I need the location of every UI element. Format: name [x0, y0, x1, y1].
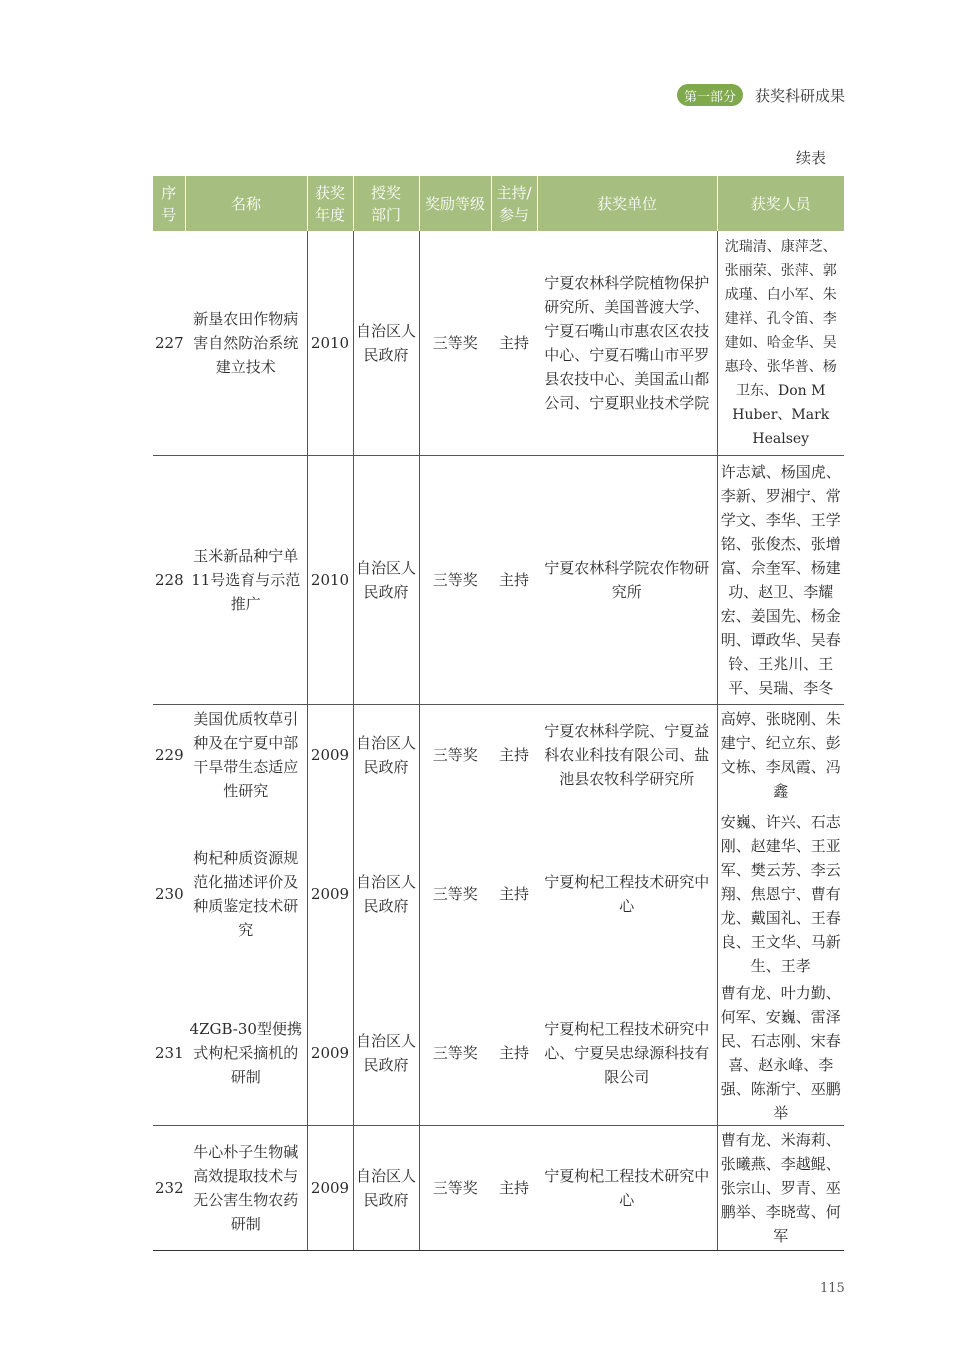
cell-year: 2009: [307, 1126, 353, 1251]
page-number: 115: [820, 1281, 845, 1296]
table-row: [153, 806, 844, 981]
cell-role: 主持: [491, 1126, 537, 1251]
cell-dept: 自治区人民政府: [353, 231, 419, 455]
cell-role: 主持: [498, 746, 529, 765]
cell-role: 主持: [498, 884, 529, 903]
cell-title: 牛心朴子生物碱高效提取技术与无公害生物农药研制: [185, 1126, 307, 1251]
cell-no: 229: [155, 746, 184, 765]
col-header-level: 奖励等级: [419, 176, 491, 231]
cell-level: 三等奖: [419, 806, 491, 981]
cell-year: 2009: [307, 981, 353, 1126]
col-header-people: 获奖人员: [717, 176, 844, 231]
cell-dept: 自治区人民政府: [353, 1126, 419, 1251]
cell-level: 三等奖: [419, 455, 491, 704]
cell-year: 2009: [307, 704, 353, 806]
cell-year: 2010: [307, 231, 353, 455]
cell-role: 主持: [491, 231, 537, 455]
cell-people: 安巍、许兴、石志刚、赵建华、王亚军、樊云芳、李云翔、焦恩宁、曹有龙、戴国礼、王春良、王文华、马新生、王孝: [717, 806, 844, 981]
col-header-dept: 授奖部门: [353, 176, 419, 231]
cell-title: 4ZGB-30型便携式枸杞采摘机的研制: [185, 981, 307, 1126]
cell-unit: 宁夏枸杞工程技术研究中心: [537, 1126, 717, 1251]
col-header-year: 获奖年度: [307, 176, 353, 231]
page-header: [677, 84, 845, 106]
table-row: [153, 455, 844, 704]
cell-no: 230: [155, 884, 184, 903]
cell-role: 主持: [491, 455, 537, 704]
cell-no: 227: [153, 231, 185, 455]
cell-no: 231: [153, 981, 185, 1126]
col-header-unit: 获奖单位: [537, 176, 717, 231]
col-header-no: 序号: [153, 176, 185, 231]
cell-unit: 宁夏农林科学院农作物研究所: [537, 455, 717, 704]
cell-dept: 自治区人民政府: [353, 455, 419, 704]
cell-level: 三等奖: [419, 981, 491, 1126]
table-header-row: [153, 176, 844, 231]
cell-dept: 自治区人民政府: [353, 981, 419, 1126]
cell-people: 许志斌、杨国虎、李新、罗湘宁、常学文、李华、王学铭、张俊杰、张增富、佘奎军、杨建功、赵卫、李耀宏、姜国先、杨金明、谭政华、吴春铃、王兆川、王平、吴瑞、李冬: [717, 455, 844, 704]
cell-year: 2010: [307, 455, 353, 704]
cell-people: 高婷、张晓刚、朱建宁、纪立东、彭文栋、李凤霞、冯鑫: [717, 704, 844, 806]
cell-people: 曹有龙、米海莉、张曦燕、李越鲲、张宗山、罗青、巫鹏举、李晓莺、何军: [717, 1126, 844, 1251]
cell-unit: 宁夏枸杞工程技术研究中心、宁夏吴忠绿源科技有限公司: [537, 981, 717, 1126]
cell-dept: 自治区人民政府: [353, 806, 419, 981]
cell-title: 美国优质牧草引种及在宁夏中部干旱带生态适应性研究: [193, 710, 299, 801]
cell-title: 新垦农田作物病害自然防治系统建立技术: [185, 231, 307, 455]
cell-unit: 宁夏农林科学院植物保护研究所、美国普渡大学、宁夏石嘴山市惠农区农技中心、宁夏石嘴山市平罗县农技中心、美国孟山都公司、宁夏职业技术学院: [537, 231, 717, 455]
awards-table: [153, 176, 844, 1251]
section-title: 获奖科研成果: [755, 86, 846, 105]
col-header-title: 名称: [185, 176, 307, 231]
table-row: [153, 231, 844, 455]
col-header-role: 主持/参与: [491, 176, 537, 231]
cell-no: 228: [153, 455, 185, 704]
continued-label: 续表: [796, 149, 827, 167]
table-row: [153, 981, 844, 1126]
cell-role: 主持: [491, 981, 537, 1126]
cell-level: 三等奖: [419, 1126, 491, 1251]
cell-unit: 宁夏农林科学院、宁夏益科农业科技有限公司、盐池县农牧科学研究所: [544, 722, 710, 789]
cell-dept: 自治区人民政府: [353, 704, 419, 806]
cell-title: 枸杞种质资源规范化描述评价及种质鉴定技术研究: [193, 848, 299, 939]
cell-unit: 宁夏枸杞工程技术研究中心: [544, 872, 710, 915]
table-row: [153, 704, 844, 806]
cell-title: 玉米新品种宁单11号选育与示范推广: [185, 455, 307, 704]
cell-year: 2009: [307, 806, 353, 981]
cell-level: 三等奖: [419, 704, 491, 806]
cell-no: 232: [153, 1126, 185, 1251]
cell-people: 沈瑞清、康萍芝、张丽荣、张萍、郭成瑾、白小军、朱建祥、孔令笛、李建如、哈金华、吴惠玲、张华普、杨卫东、Don M Huber、Mark Healsey: [717, 231, 844, 455]
cell-level: 三等奖: [419, 231, 491, 455]
cell-people: 曹有龙、叶力勤、何军、安巍、雷泽民、石志刚、宋春喜、赵永峰、李强、陈渐宁、巫鹏举: [717, 981, 844, 1126]
table-row: [153, 1126, 844, 1251]
part-badge: 第一部分: [677, 84, 743, 106]
